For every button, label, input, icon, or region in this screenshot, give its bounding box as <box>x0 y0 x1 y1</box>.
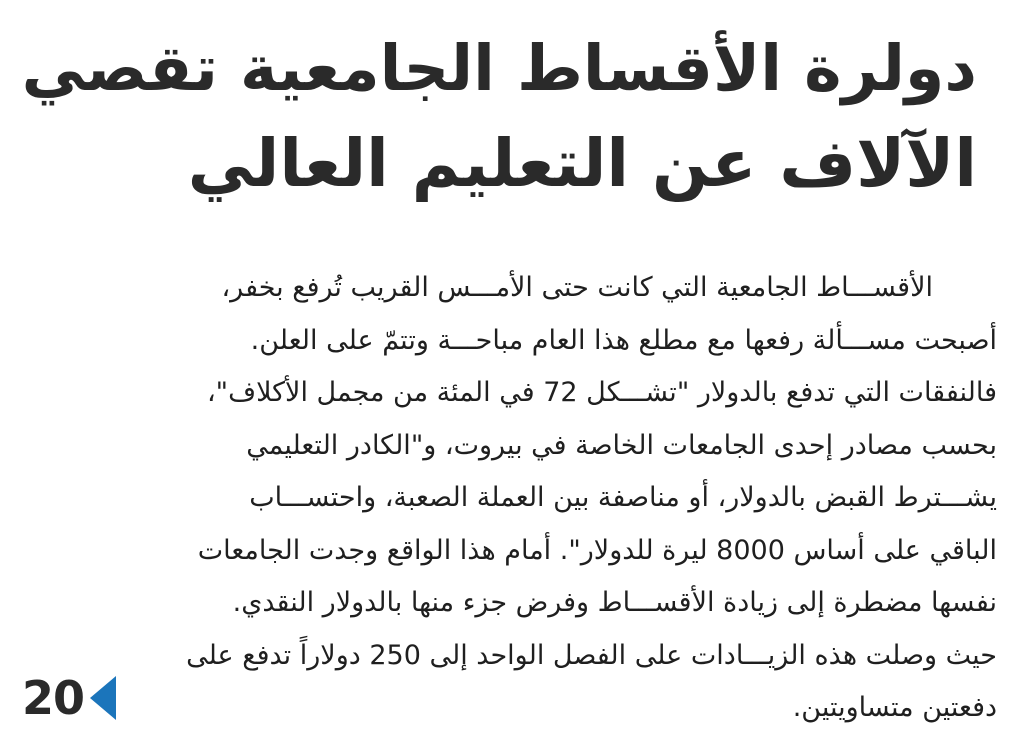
article-body <box>17 262 997 735</box>
body-line-5: يشـــترط القبض بالدولار، أو مناصفة بين العملة الصعبة، واحتســـاب <box>249 482 997 513</box>
body-line-8: حيث وصلت هذه الزيـــادات على الفصل الواحد إلى 250 دولاراً تدفع على <box>186 639 997 671</box>
headline-line-1: دولرة الأقساط الجامعية تقصي <box>21 31 977 105</box>
body-line-9: دفعتين متساويتين. <box>792 692 997 723</box>
body-line-2: أصبحت مســـألة رفعها مع مطلع هذا العام مباحـــة وتتمّ على العلن. <box>250 324 997 356</box>
page-number: 20 <box>22 671 85 725</box>
triangle-left-icon <box>90 676 116 720</box>
headline-line-2: الآلاف عن التعليم العالي <box>187 125 977 202</box>
article-headline <box>17 20 977 212</box>
body-line-7: نفسها مضطرة إلى زيادة الأقســـاط وفرض جزء منها بالدولار النقدي. <box>232 587 997 618</box>
page-marker <box>22 672 116 724</box>
body-line-4: بحسب مصادر إحدى الجامعات الخاصة في بيروت، و"الكادر التعليمي <box>246 429 997 461</box>
body-line-3: فالنفقات التي تدفع بالدولار "تشـــكل 72 في المئة من مجمل الأكلاف"، <box>206 377 997 408</box>
body-line-1: الأقســـاط الجامعية التي كانت حتى الأمـــس القريب تُرفع بخفر، <box>221 272 933 303</box>
body-line-6: الباقي على أساس 8000 ليرة للدولار". أمام هذا الواقع وجدت الجامعات <box>197 534 997 566</box>
